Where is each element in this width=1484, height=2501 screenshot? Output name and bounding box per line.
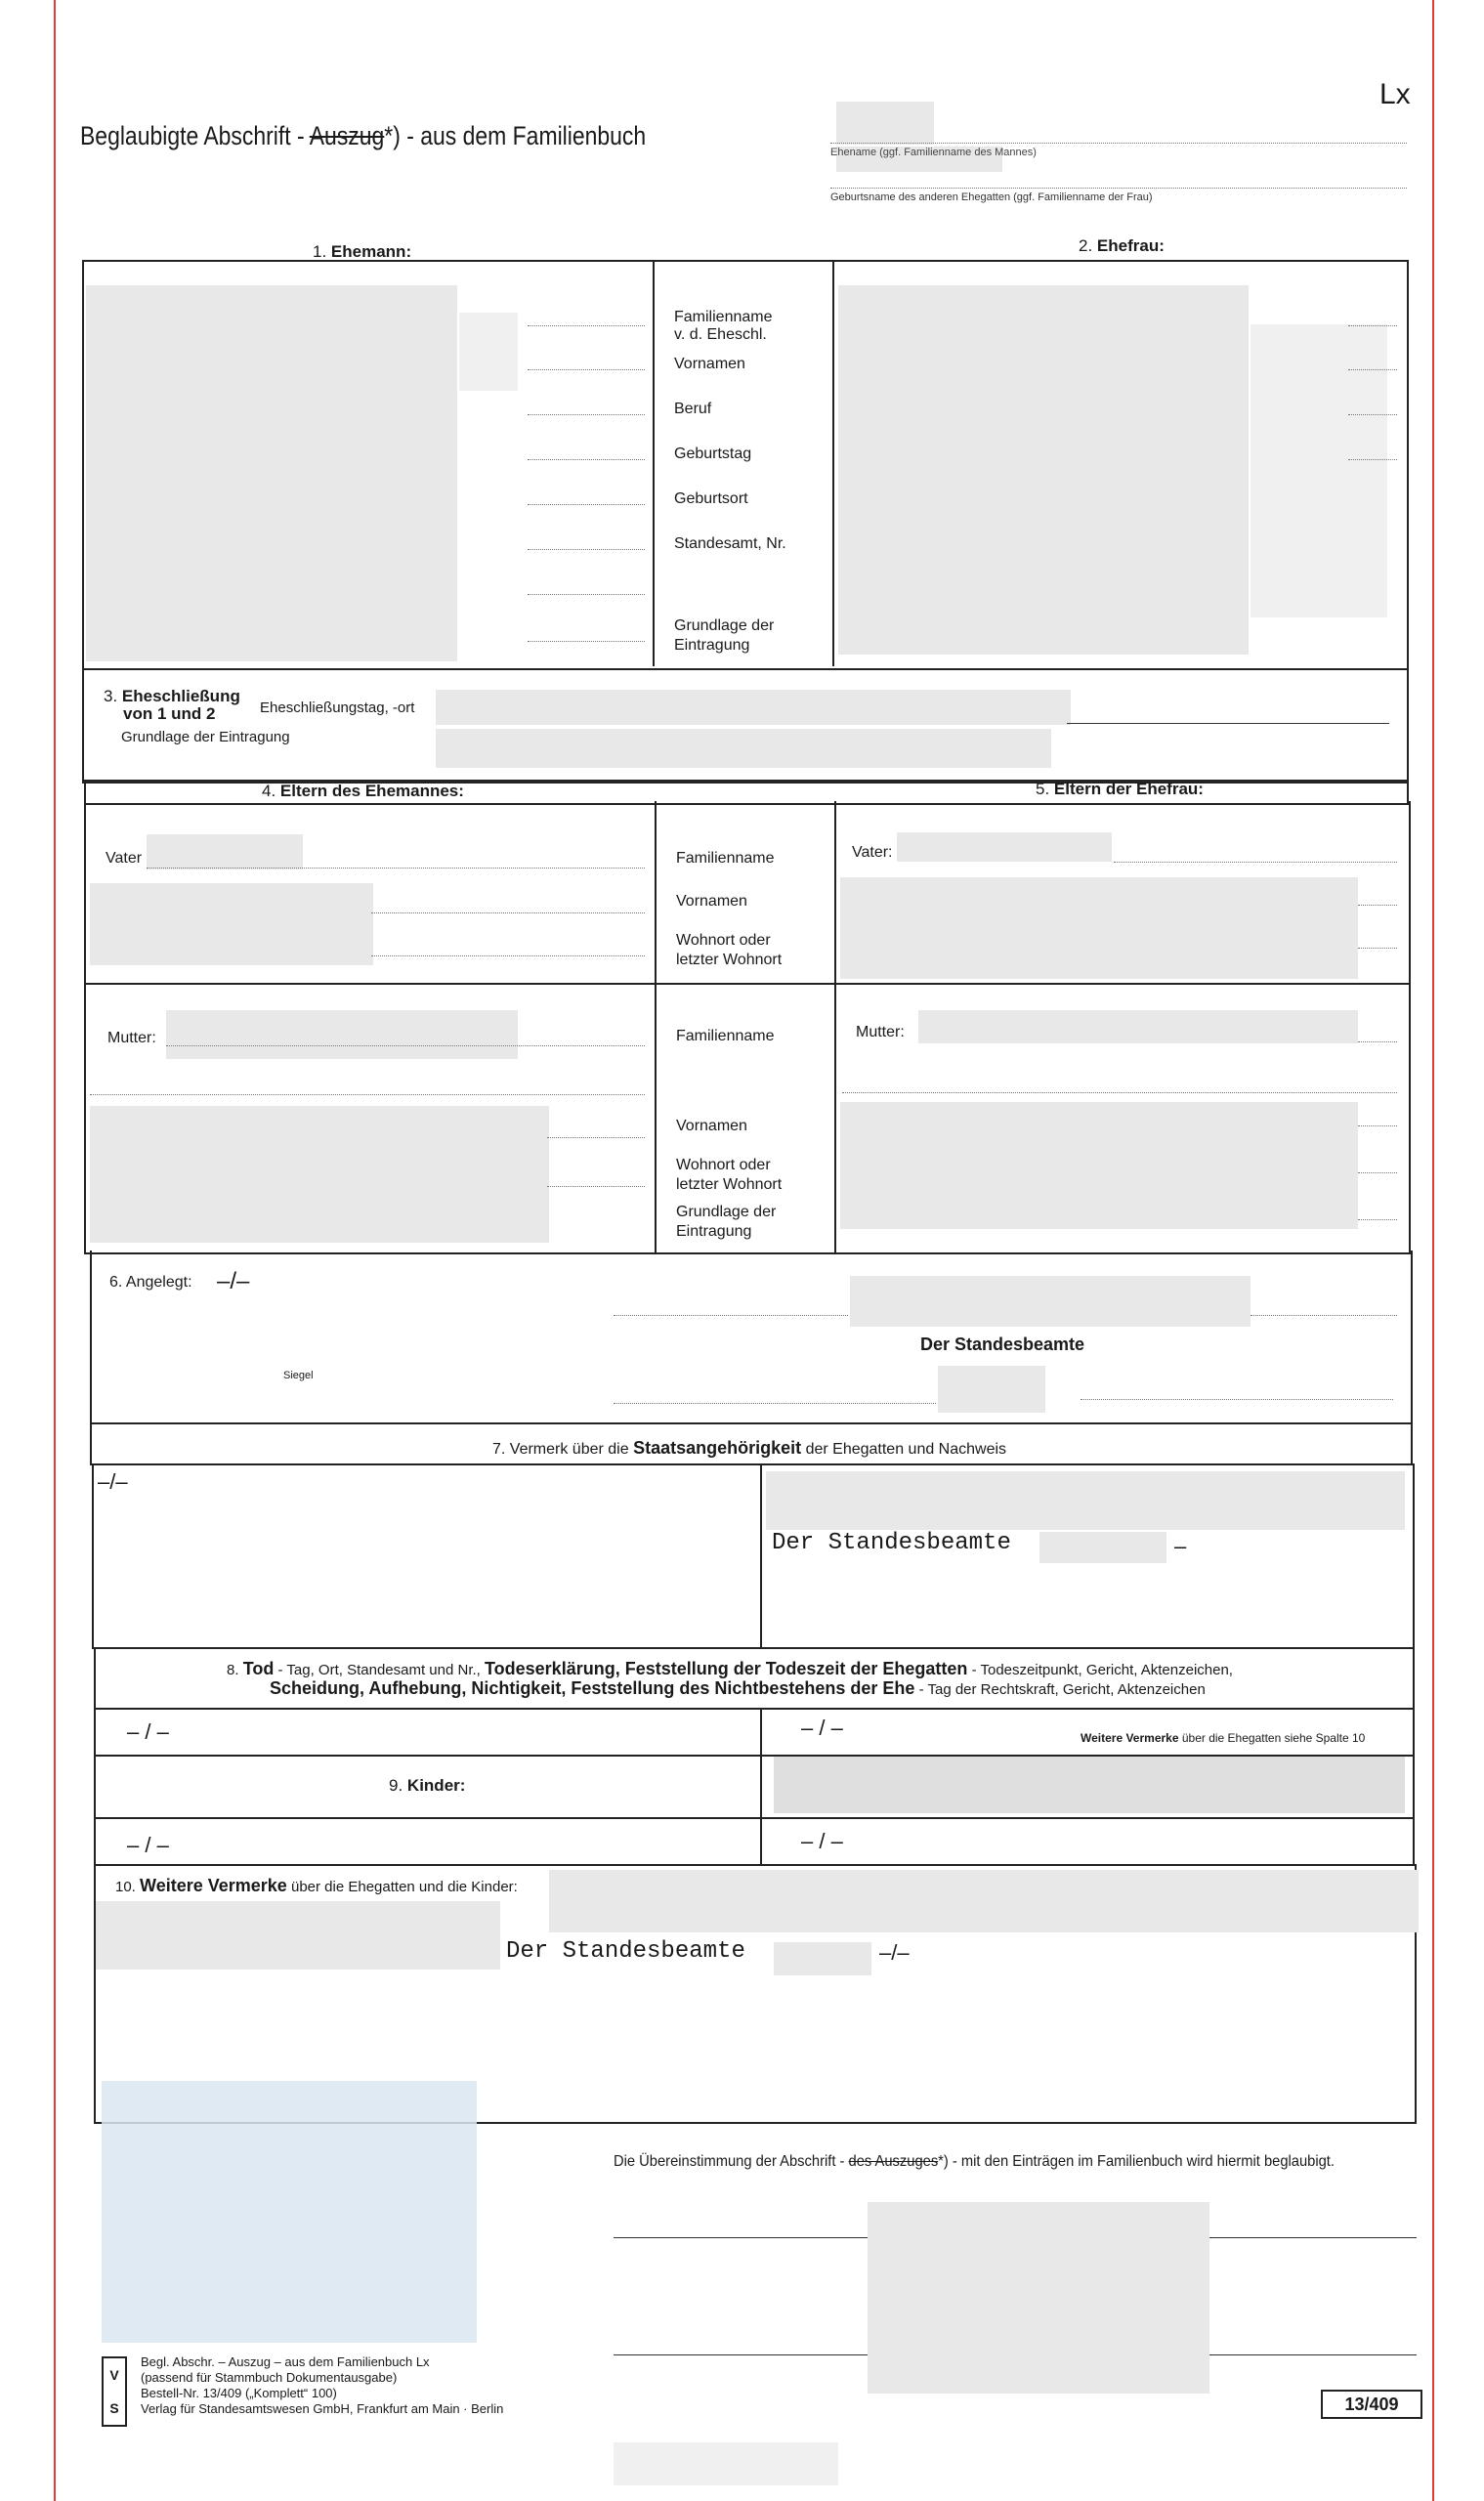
redacted-marriage-basis	[436, 729, 1051, 768]
section10-post: über die Ehegatten und die Kinder:	[286, 1879, 518, 1895]
wife-father-label: Vater:	[852, 844, 893, 861]
redacted-ehename	[836, 102, 934, 145]
siegel-label: Siegel	[283, 1370, 314, 1381]
husband-line-2	[528, 369, 645, 370]
parents-wohnort-1a: Wohnort oder	[676, 932, 771, 949]
section4-title: Eltern des Ehemannes:	[279, 782, 464, 800]
parents-grundlage-a: Grundlage der	[676, 1204, 777, 1220]
label-geburtsort: Geburtsort	[674, 490, 748, 507]
section8-line1	[227, 1659, 1233, 1679]
right-margin-line	[1432, 0, 1434, 2501]
title-strike: Auszug	[309, 121, 385, 150]
wife-line-4	[1348, 459, 1397, 460]
section3-heading	[104, 688, 240, 704]
parents-wohnort-2a: Wohnort oder	[676, 1157, 771, 1173]
ehename-line	[830, 143, 1407, 144]
parents-vornamen-2: Vornamen	[676, 1118, 747, 1134]
redacted-remarks-sig	[774, 1942, 871, 1975]
death-left-value: – / –	[127, 1719, 169, 1744]
wife-mother-line-3	[1358, 1125, 1397, 1126]
certification-strike: des Auszuges	[848, 2153, 939, 2170]
wife-mother-label: Mutter:	[856, 1024, 905, 1040]
husband-father-line-3	[371, 955, 645, 956]
husband-line-5	[528, 504, 645, 505]
wife-father-line	[1114, 862, 1397, 863]
title-post: *) - aus dem Familienbuch	[384, 121, 647, 150]
redacted-husband-father-2	[90, 883, 373, 965]
section7-bold: Staatsangehörigkeit	[633, 1438, 802, 1458]
redacted-husband-details-2	[459, 313, 518, 391]
parents-familienname-1: Familienname	[676, 850, 775, 867]
redacted-cert-place	[614, 2442, 838, 2485]
publisher-logo: V S	[102, 2356, 127, 2427]
husband-line-7	[528, 594, 645, 595]
parents-vornamen-1: Vornamen	[676, 893, 747, 910]
remarks-dash: –/–	[879, 1940, 910, 1965]
section3-title-line2: von 1 und 2	[123, 704, 216, 723]
certification-post: *) - mit den Einträgen im Familienbuch wird hiermit beglaubigt.	[938, 2153, 1335, 2170]
section3-field: Eheschließungstag, -ort	[260, 699, 415, 716]
redacted-marriage-date	[436, 690, 1071, 725]
section8-bold2: Scheidung, Aufhebung, Nichtigkeit, Feststellung des Nichtbestehens der Ehe	[270, 1678, 915, 1698]
section5-heading	[1036, 780, 1204, 799]
redacted-husband-father	[147, 834, 303, 869]
wife-mother-line-4	[1358, 1172, 1397, 1173]
death-weitere-bold: Weitere Vermerke	[1081, 1731, 1179, 1745]
label-geburtstag: Geburtstag	[674, 445, 752, 462]
angelegt-label: 6. Angelegt:	[109, 1274, 192, 1291]
section7-post: der Ehegatten und Nachweis	[801, 1441, 1007, 1458]
certification-pre: Die Übereinstimmung der Abschrift -	[614, 2153, 849, 2170]
spouses-divider-right	[832, 262, 834, 666]
angelegt-line-1	[614, 1315, 848, 1316]
wife-mother-line	[1358, 1041, 1397, 1042]
section8-tod: Tod	[242, 1659, 275, 1678]
parents-wohnort-1b: letzter Wohnort	[676, 952, 783, 968]
husband-mother-line-3	[547, 1137, 645, 1138]
husband-line-1	[528, 325, 645, 326]
husband-line-8	[528, 641, 645, 642]
section2-heading	[1079, 236, 1165, 256]
redacted-husband-details	[86, 285, 457, 661]
husband-mother-line-4	[547, 1186, 645, 1187]
husband-father-line	[147, 868, 645, 869]
document-title	[80, 121, 646, 151]
footer-line-1: Begl. Abschr. – Auszug – aus dem Familienbuch Lx	[141, 2354, 430, 2369]
parents-wohnort-2b: letzter Wohnort	[676, 1176, 783, 1193]
section8-post1: - Todeszeitpunkt, Gericht, Aktenzeichen,	[967, 1662, 1233, 1678]
section1-title: Ehemann:	[330, 242, 412, 261]
section3-number: 3.	[104, 687, 118, 705]
section4-heading	[262, 782, 464, 801]
label-grundlage-2: Eintragung	[674, 637, 750, 654]
section8-line2	[270, 1678, 1206, 1699]
husband-mother-line-2	[90, 1094, 645, 1095]
geburtsname-line	[830, 188, 1407, 189]
stamp-seal-redacted	[102, 2081, 477, 2343]
section1-number: 1.	[313, 242, 327, 261]
redacted-husband-mother-2	[90, 1106, 549, 1243]
section3-grundlage: Grundlage der Eintragung	[121, 729, 290, 745]
label-grundlage-1: Grundlage der	[674, 617, 775, 634]
angelegt-line-2	[1251, 1315, 1397, 1316]
redacted-signature	[938, 1366, 1045, 1413]
redacted-nationality	[766, 1471, 1405, 1530]
label-standesamt: Standesamt, Nr.	[674, 535, 786, 552]
death-right-value: – / –	[801, 1716, 843, 1740]
section10-bold: Weitere Vermerke	[140, 1876, 287, 1895]
standesbeamte-label: Der Standesbeamte	[920, 1335, 1085, 1354]
angelegt-line-3	[614, 1403, 936, 1404]
redacted-husband-mother	[166, 1010, 518, 1059]
children-left-value: – / –	[127, 1833, 169, 1857]
nationality-typed-signature: Der Standesbeamte	[772, 1530, 1011, 1556]
section5-title: Eltern der Ehefrau:	[1053, 780, 1204, 798]
redacted-wife-details-2	[1251, 324, 1387, 617]
husband-father-line-2	[371, 912, 645, 913]
husband-mother-line	[166, 1045, 645, 1046]
label-vornamen: Vornamen	[674, 356, 745, 372]
form-code: Lx	[1379, 78, 1411, 110]
nationality-divider	[760, 1465, 762, 1647]
redacted-remarks-2	[96, 1901, 500, 1970]
children-row-divider	[94, 1817, 1413, 1819]
section10-heading	[115, 1876, 518, 1896]
parents-divider-right	[834, 801, 836, 1252]
angelegt-line-4	[1081, 1399, 1393, 1400]
marriage-date-line	[1067, 723, 1389, 724]
footer-line-4: Verlag für Standesamtswesen GmbH, Frankfurt am Main · Berlin	[141, 2401, 504, 2416]
left-margin-line	[54, 0, 56, 2501]
husband-line-3	[528, 414, 645, 415]
title-pre: Beglaubigte Abschrift -	[80, 121, 310, 150]
section10-number: 10.	[115, 1879, 136, 1895]
parents-familienname-2: Familienname	[676, 1028, 775, 1044]
section8-number: 8.	[227, 1662, 243, 1678]
wife-father-line-2	[1358, 905, 1397, 906]
wife-line-2	[1348, 369, 1397, 370]
children-right-value: – / –	[801, 1829, 843, 1853]
death-weitere-post: über die Ehegatten siehe Spalte 10	[1178, 1731, 1366, 1745]
redacted-angelegt-place	[850, 1276, 1251, 1327]
husband-line-6	[528, 549, 645, 550]
husband-father-label: Vater	[106, 850, 143, 867]
redacted-wife-father	[897, 832, 1112, 862]
footer-line-2: (passend für Stammbuch Dokumentausgabe)	[141, 2370, 398, 2385]
parents-row-divider	[84, 983, 1409, 985]
footer-line-3: Bestell-Nr. 13/409 („Komplett“ 100)	[141, 2386, 337, 2400]
husband-name-caption: Ehename (ggf. Familienname des Mannes)	[830, 147, 1037, 158]
label-beruf: Beruf	[674, 401, 712, 417]
section2-number: 2.	[1079, 236, 1093, 255]
parents-divider-left	[655, 801, 657, 1252]
section8-mid: - Tag, Ort, Standesamt und Nr.,	[274, 1662, 485, 1678]
angelegt-value: –/–	[217, 1268, 250, 1294]
wife-birthname-caption: Geburtsname des anderen Ehegatten (ggf. Familienname der Frau)	[830, 191, 1153, 203]
redacted-wife-details	[838, 285, 1249, 655]
redacted-children	[774, 1757, 1405, 1813]
husband-line-4	[528, 459, 645, 460]
redacted-remarks-1	[549, 1870, 1419, 1932]
section9-heading	[389, 1776, 465, 1796]
wife-line-1	[1348, 325, 1397, 326]
wife-father-line-3	[1358, 948, 1397, 949]
redacted-nationality-sig	[1039, 1532, 1166, 1563]
order-number-box: 13/409	[1321, 2390, 1422, 2419]
remarks-typed-signature: Der Standesbeamte	[506, 1938, 745, 1965]
nationality-left-value: –/–	[98, 1469, 128, 1494]
section2-title: Ehefrau:	[1096, 236, 1165, 255]
wife-line-3	[1348, 414, 1397, 415]
section9-title: Kinder:	[406, 1776, 466, 1795]
redacted-cert-signature	[868, 2202, 1209, 2394]
section8-post2: - Tag der Rechtskraft, Gericht, Aktenzeichen	[914, 1681, 1206, 1698]
section4-number: 4.	[262, 782, 276, 800]
label-veh: v. d. Eheschl.	[674, 326, 767, 343]
section5-number: 5.	[1036, 780, 1050, 798]
wife-mother-line-2	[842, 1092, 1397, 1093]
section3-title-line1: Eheschließung	[121, 687, 240, 705]
certification-text	[614, 2153, 1335, 2171]
label-familienname: Familienname	[674, 309, 773, 325]
husband-mother-label: Mutter:	[107, 1030, 156, 1046]
parents-grundlage-b: Eintragung	[676, 1223, 752, 1240]
spouses-divider-left	[653, 262, 655, 666]
wife-mother-line-5	[1358, 1219, 1397, 1220]
nationality-dash: –	[1174, 1534, 1187, 1558]
redacted-wife-mother	[918, 1010, 1358, 1043]
death-weitere-note	[1081, 1731, 1365, 1745]
section9-number: 9.	[389, 1776, 403, 1795]
redacted-wife-mother-2	[840, 1102, 1358, 1229]
section7-heading	[492, 1438, 1006, 1459]
section7-pre: 7. Vermerk über die	[492, 1441, 634, 1458]
section8-bold1: Todeserklärung, Feststellung der Todeszeit der Ehegatten	[485, 1659, 968, 1678]
redacted-wife-father-2	[840, 877, 1358, 979]
